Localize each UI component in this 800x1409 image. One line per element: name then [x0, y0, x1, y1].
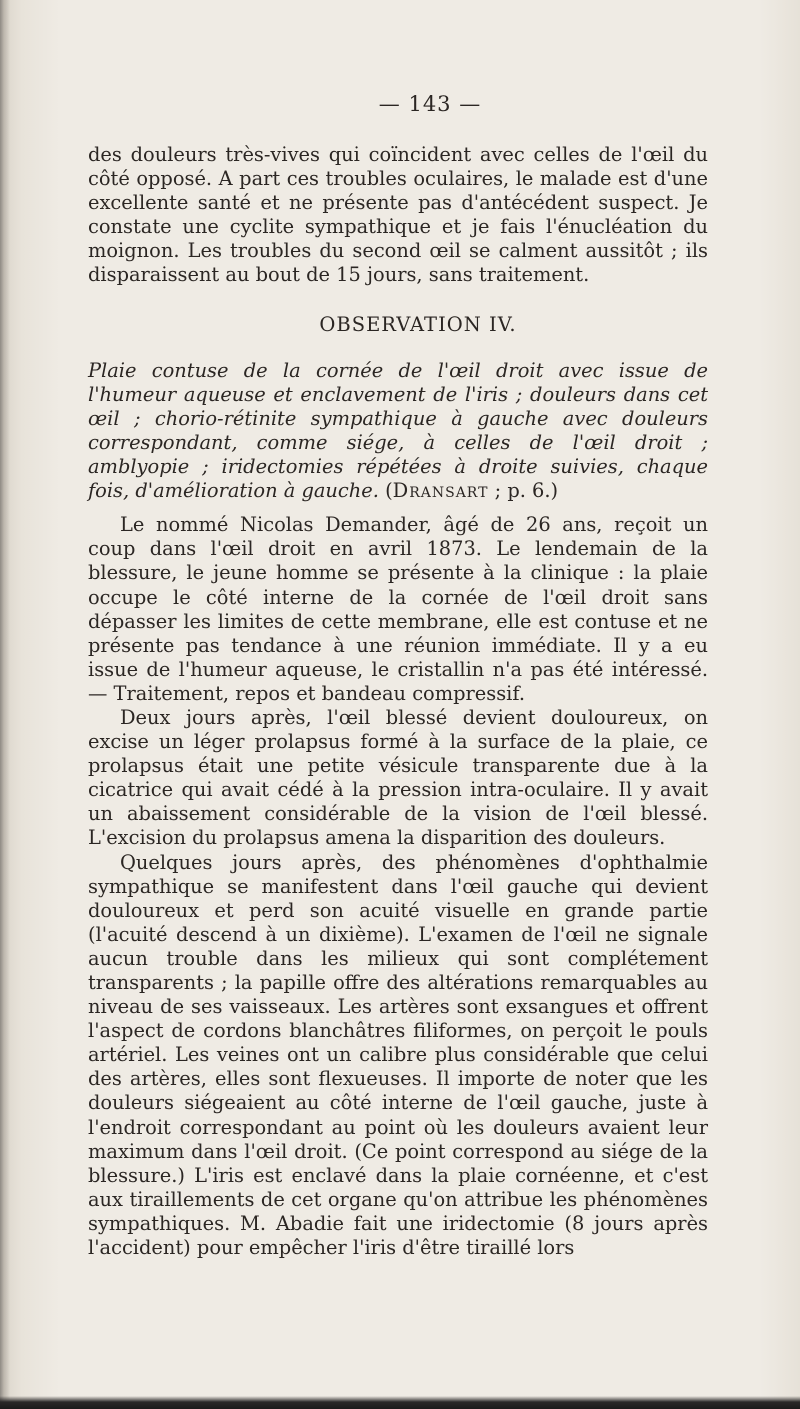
- paragraph: Quelques jours après, des phénomènes d'ophthalmie sympathique se manifestent dans l'œil gauche qui devient douloureux et perd son acuité visuelle en grande partie (l'acuité descend à un dixième). L'examen de l'œil ne signale aucun trouble dans les milieux qui sont complétement transparents ; la papille offre des altérations remarquables au niveau de ses vaisseaux. Les artères sont exsangues et offrent l'aspect de cordons blanchâtres filiformes, on perçoit le pouls artériel. Les veines ont un calibre plus considérable que celui des artères, elles sont flexueuses. Il importe de noter que les douleurs siégeaient au côté interne de l'œil gauche, juste à l'endroit correspondant au point où les douleurs avaient leur maximum dans l'œil droit. (Ce point correspond au siége de la blessure.) L'iris est enclavé dans la plaie cornéenne, et c'est aux tiraillements de cet organe qu'on attribue les phénomènes sympathiques. M. Abadie fait une iridectomie (8 jours après l'accident) pour empêcher l'iris d'être tiraillé lors: [88, 850, 708, 1260]
- observation-summary: [88, 359, 708, 504]
- page-number: — 143 —: [378, 92, 482, 116]
- paragraph: Deux jours après, l'œil blessé devient douloureux, on excise un léger prolapsus formé à la surface de la plaie, ce prolapsus était une petite vésicule transparente due à la cicatrice qui avait cédé à la pression intra-oculaire. Il y avait un abaissement considérable de la vision de l'œil blessé. L'excision du prolapsus amena la disparition des douleurs.: [88, 705, 708, 850]
- binding-shadow: [0, 0, 10, 1409]
- body-text: [88, 143, 708, 1260]
- source-author: Dransart: [392, 479, 489, 503]
- summary-text: Plaie contuse de la cornée de l'œil droit avec issue de l'humeur aqueuse et enclavement de l'iris ; douleurs dans cet œil ; chorio-rétinite sympathique à gauche avec douleurs correspondant, comme siége, à celles de l'œil droit ; amblyopie ; iridectomies répétées à droite suivies, chaque fois, d'amélioration à gauche.: [88, 358, 708, 503]
- source-citation: (Dransart ; p. 6.): [385, 479, 559, 503]
- intro-paragraph: des douleurs très-vives qui coïncident avec celles de l'œil du côté opposé. A part ces troubles oculaires, le malade est d'une excellente santé et ne présente pas d'antécédent suspect. Je constate une cyclite sympathique et je fais l'énucléation du moignon. Les troubles du second œil se calment aussitôt ; ils disparaissent au bout de 15 jours, sans traitement.: [88, 143, 708, 287]
- observation-heading: OBSERVATION IV.: [319, 312, 517, 336]
- page-bottom-edge: [0, 1396, 800, 1409]
- paragraph: Le nommé Nicolas Demander, âgé de 26 ans, reçoit un coup dans l'œil droit en avril 1873. Le lendemain de la blessure, le jeune homme se présente à la clinique : la plaie occupe le côté interne de la cornée de l'œil droit sans dépasser les limites de cette membrane, elle est contuse et ne présente pas tendance à une réunion immédiate. Il y a eu issue de l'humeur aqueuse, le cristallin n'a pas été intéressé. — Traitement, repos et bandeau compressif.: [88, 513, 708, 705]
